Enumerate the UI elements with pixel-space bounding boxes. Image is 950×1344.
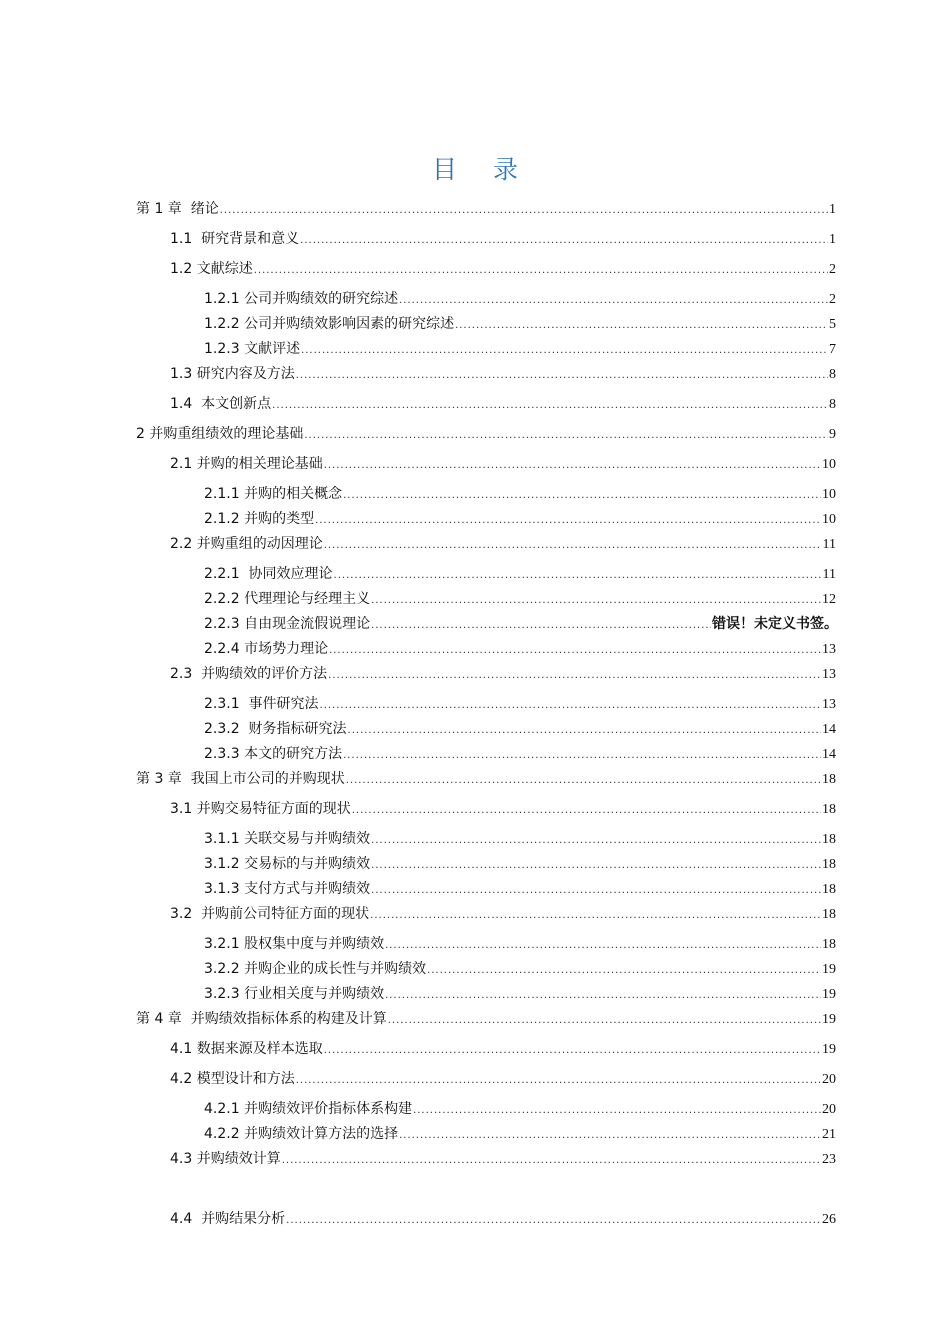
toc-entry[interactable] [204, 830, 836, 848]
dot-leader [296, 1072, 821, 1090]
toc-entry-label: 4.2 模型设计和方法 [170, 1071, 295, 1087]
toc-entry[interactable] [204, 615, 838, 633]
dot-leader [352, 802, 821, 820]
toc-entry-page: 19 [822, 1042, 836, 1057]
toc-entry[interactable] [204, 855, 836, 873]
toc-entry-label: 3.1 并购交易特征方面的现状 [170, 801, 351, 817]
toc-entry-page: 26 [822, 1212, 836, 1227]
toc-entry-page: 19 [822, 962, 836, 977]
toc-entry[interactable] [170, 1070, 836, 1088]
dot-leader [272, 397, 828, 415]
toc-entry-page: 2 [829, 292, 836, 307]
toc-entry-page: 1 [829, 202, 836, 217]
toc-entry[interactable] [204, 565, 836, 583]
toc-entry-label: 2.2.4 市场势力理论 [204, 641, 329, 657]
toc-entry-page: 10 [822, 512, 836, 527]
dot-leader [301, 342, 828, 360]
toc-entry[interactable] [204, 640, 836, 658]
toc-entry-label: 2.2.3 自由现金流假说理论 [204, 616, 371, 632]
dot-leader [399, 292, 828, 310]
toc-entry-label: 2.3.3 本文的研究方法 [204, 746, 343, 762]
dot-leader [282, 1152, 821, 1170]
toc-entry[interactable] [170, 260, 836, 278]
toc-entry[interactable] [170, 800, 836, 818]
toc-entry[interactable] [204, 960, 836, 978]
toc-entry[interactable] [204, 1100, 836, 1118]
toc-entry[interactable] [136, 770, 836, 788]
toc-entry-label: 第 3 章 我国上市公司的并购现状 [136, 771, 345, 787]
dot-leader [324, 457, 821, 475]
toc-entry-label: 3.1.2 交易标的与并购绩效 [204, 856, 371, 872]
toc-entry-page: 13 [822, 642, 836, 657]
toc-entry-page: 1 [829, 232, 836, 247]
dot-leader [329, 642, 821, 660]
dot-leader [371, 832, 821, 850]
toc-entry-label: 1.1 研究背景和意义 [170, 231, 300, 247]
dot-leader [346, 772, 821, 790]
toc-entry-label: 3.2.2 并购企业的成长性与并购绩效 [204, 961, 427, 977]
dot-leader [286, 1212, 821, 1230]
toc-entry-label: 3.1.3 支付方式与并购绩效 [204, 881, 371, 897]
toc-entry[interactable] [170, 1040, 836, 1058]
toc-entry[interactable] [204, 695, 836, 713]
toc-entry[interactable] [204, 510, 836, 528]
toc-entry-label: 2.1.1 并购的相关概念 [204, 486, 343, 502]
toc-entry-label: 1.4 本文创新点 [170, 396, 272, 412]
toc-entry[interactable] [170, 1210, 836, 1228]
toc-entry-label: 2.3.1 事件研究法 [204, 696, 319, 712]
toc-entry-page: 19 [822, 1012, 836, 1027]
toc-entry-page: 14 [822, 722, 836, 737]
toc-entry-label: 第 1 章 绪论 [136, 201, 219, 217]
toc-entry-page: 23 [822, 1152, 836, 1167]
toc-entry-error: 错误！未定义书签。 [712, 616, 838, 632]
toc-entry-page: 10 [822, 487, 836, 502]
toc-title: 目 录 [432, 155, 532, 184]
toc-entry[interactable] [170, 230, 836, 248]
toc-entry-page: 11 [822, 537, 836, 552]
dot-leader [399, 1127, 821, 1145]
toc-entry[interactable] [204, 880, 836, 898]
dot-leader [304, 427, 828, 445]
toc-entry[interactable] [204, 720, 836, 738]
toc-entry-label: 2.2 并购重组的动因理论 [170, 536, 323, 552]
toc-entry-page: 18 [822, 832, 836, 847]
toc-entry-page: 2 [829, 262, 836, 277]
toc-entry-page: 18 [822, 907, 836, 922]
dot-leader [370, 907, 821, 925]
toc-entry[interactable] [204, 935, 836, 953]
toc-entry-page: 18 [822, 937, 836, 952]
toc-entry-page: 12 [822, 592, 836, 607]
dot-leader [254, 262, 828, 280]
toc-entry-label: 4.3 并购绩效计算 [170, 1151, 281, 1167]
dot-leader [296, 367, 828, 385]
toc-entry-label: 2.3 并购绩效的评价方法 [170, 666, 328, 682]
toc-entry[interactable] [170, 535, 836, 553]
toc-entry-page: 13 [822, 667, 836, 682]
dot-leader [343, 487, 821, 505]
toc-entry-page: 5 [829, 317, 836, 332]
toc-entry-label: 1.3 研究内容及方法 [170, 366, 295, 382]
dot-leader [427, 962, 821, 980]
toc-entry-label: 3.2 并购前公司特征方面的现状 [170, 906, 370, 922]
toc-entry-page: 11 [822, 567, 836, 582]
toc-entry-page: 7 [829, 342, 836, 357]
toc-entry-label: 1.2.1 公司并购绩效的研究综述 [204, 291, 399, 307]
toc-entry-label: 4.2.1 并购绩效评价指标体系构建 [204, 1101, 413, 1117]
toc-entry-label: 2 并购重组绩效的理论基础 [136, 426, 304, 442]
dot-leader [371, 617, 711, 635]
dot-leader [220, 202, 828, 220]
toc-entry[interactable] [204, 290, 836, 308]
toc-entry[interactable] [204, 340, 836, 358]
toc-entry-page: 9 [829, 427, 836, 442]
toc-entry-page: 18 [822, 802, 836, 817]
dot-leader [455, 317, 828, 335]
toc-entry-label: 4.1 数据来源及样本选取 [170, 1041, 323, 1057]
toc-entry[interactable] [170, 395, 836, 413]
toc-entry[interactable] [136, 200, 836, 218]
toc-entry[interactable] [170, 365, 836, 383]
toc-entry-label: 2.1 并购的相关理论基础 [170, 456, 323, 472]
dot-leader [328, 667, 821, 685]
toc-entry[interactable] [136, 425, 836, 443]
toc-entry-page: 20 [822, 1102, 836, 1117]
toc-entry-label: 2.2.1 协同效应理论 [204, 566, 333, 582]
toc-entry-page: 20 [822, 1072, 836, 1087]
dot-leader [371, 882, 821, 900]
dot-leader [320, 697, 821, 715]
toc-entry-label: 2.2.2 代理理论与经理主义 [204, 591, 371, 607]
toc-entry-page: 18 [822, 857, 836, 872]
dot-leader [371, 857, 821, 875]
toc-entry-page: 14 [822, 747, 836, 762]
toc-entry-label: 3.2.3 行业相关度与并购绩效 [204, 986, 385, 1002]
toc-entry[interactable] [170, 1150, 836, 1168]
dot-leader [343, 747, 821, 765]
toc-entry-page: 18 [822, 772, 836, 787]
toc-entry[interactable] [170, 665, 836, 683]
toc-entry-page: 8 [829, 397, 836, 412]
toc-entry[interactable] [204, 985, 836, 1003]
dot-leader [348, 722, 821, 740]
toc-entry-label: 2.3.2 财务指标研究法 [204, 721, 347, 737]
dot-leader [385, 937, 821, 955]
toc-entry[interactable] [204, 1125, 836, 1143]
dot-leader [300, 232, 828, 250]
toc-entry[interactable] [204, 745, 836, 763]
toc-entry-label: 1.2.3 文献评述 [204, 341, 301, 357]
toc-entry-label: 4.2.2 并购绩效计算方法的选择 [204, 1126, 399, 1142]
toc-entry-page: 10 [822, 457, 836, 472]
toc-entry[interactable] [136, 1010, 836, 1028]
dot-leader [388, 1012, 821, 1030]
dot-leader [324, 537, 822, 555]
toc-entry-page: 21 [822, 1127, 836, 1142]
toc-entry-label: 4.4 并购结果分析 [170, 1211, 286, 1227]
toc-entry-label: 3.1.1 关联交易与并购绩效 [204, 831, 371, 847]
toc-entry[interactable] [204, 485, 836, 503]
toc-entry-label: 2.1.2 并购的类型 [204, 511, 315, 527]
toc-entry[interactable] [170, 905, 836, 923]
dot-leader [371, 592, 821, 610]
dot-leader [315, 512, 821, 530]
toc-entry[interactable] [170, 455, 836, 473]
toc-entry-page: 8 [829, 367, 836, 382]
toc-entry-label: 1.2.2 公司并购绩效影响因素的研究综述 [204, 316, 455, 332]
dot-leader [413, 1102, 821, 1120]
toc-entry-label: 1.2 文献综述 [170, 261, 253, 277]
toc-entry-label: 第 4 章 并购绩效指标体系的构建及计算 [136, 1011, 387, 1027]
dot-leader [334, 567, 822, 585]
toc-entry-page: 18 [822, 882, 836, 897]
toc-entry-page: 19 [822, 987, 836, 1002]
dot-leader [385, 987, 821, 1005]
toc-entry-label: 3.2.1 股权集中度与并购绩效 [204, 936, 385, 952]
toc-entry-page: 13 [822, 697, 836, 712]
toc-entry[interactable] [204, 315, 836, 333]
dot-leader [324, 1042, 821, 1060]
toc-entry[interactable] [204, 590, 836, 608]
